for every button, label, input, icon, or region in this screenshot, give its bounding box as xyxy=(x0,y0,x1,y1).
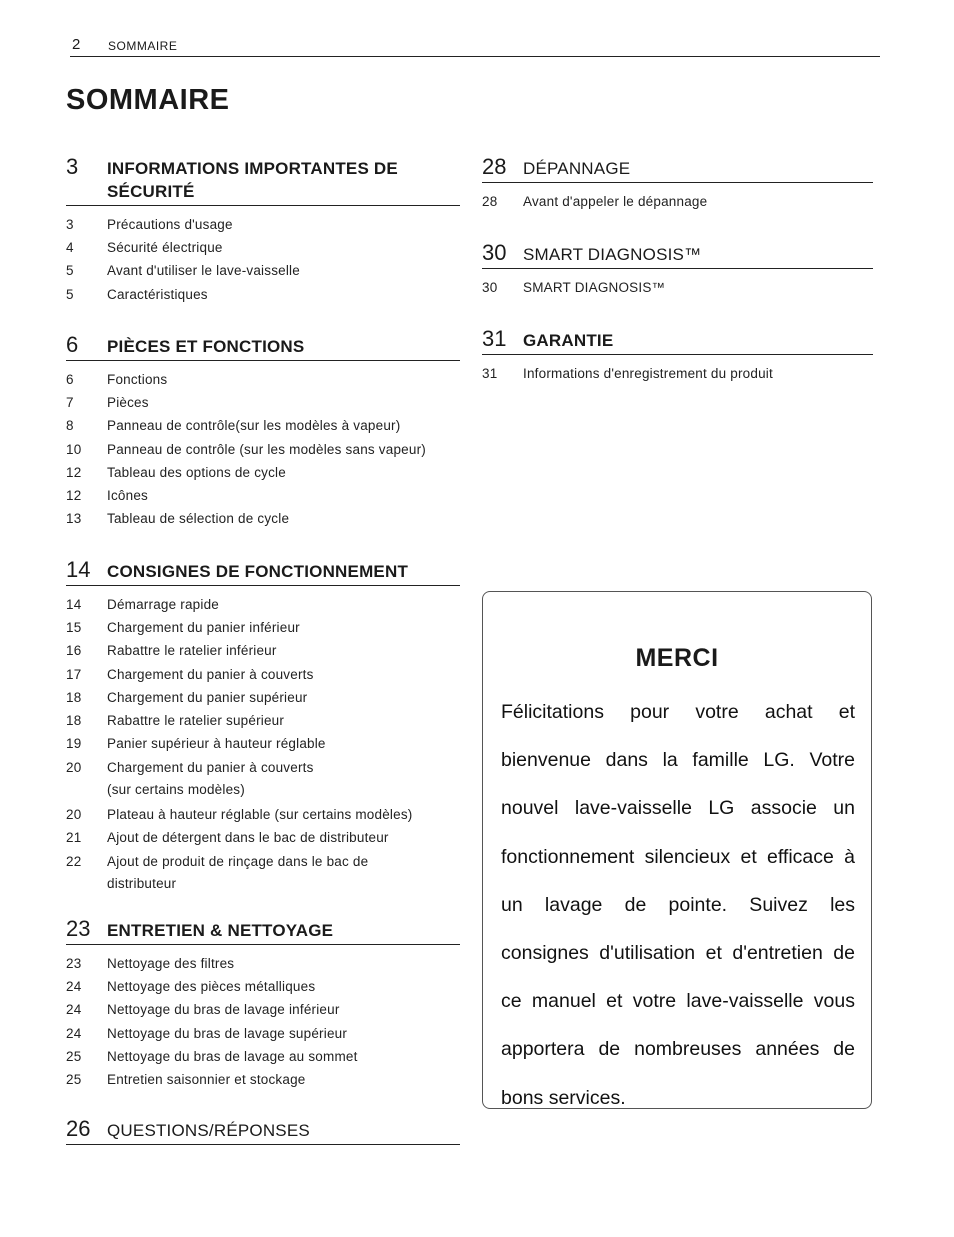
toc-entry-label: Nettoyage du bras de lavage au sommet xyxy=(107,1048,358,1064)
toc-entry-page: 22 xyxy=(66,853,82,869)
section-page-number: 30 xyxy=(482,240,507,265)
toc-entry-label: Panneau de contrôle(sur les modèles à vapeur) xyxy=(107,418,401,434)
section-page-number: 26 xyxy=(66,1116,91,1141)
toc-entry[interactable] xyxy=(66,261,460,281)
toc-entry-page: 3 xyxy=(66,217,74,232)
toc-entry[interactable] xyxy=(66,805,460,825)
section-page-number: 6 xyxy=(66,332,79,357)
toc-entry-label: Nettoyage des pièces métalliques xyxy=(107,979,316,995)
toc-items xyxy=(482,192,873,212)
thank-you-box xyxy=(482,591,872,1109)
toc-entry-page: 4 xyxy=(66,240,74,256)
toc-entry-label: Entretien saisonnier et stockage xyxy=(107,1071,306,1087)
section-title: INFORMATIONS IMPORTANTES DE SÉCURITÉ xyxy=(107,159,398,201)
toc-entry[interactable] xyxy=(66,1024,460,1044)
toc-entry-page: 24 xyxy=(66,979,82,995)
toc-entry-page: 12 xyxy=(66,487,82,503)
toc-entry-label: Tableau de sélection de cycle xyxy=(107,511,290,527)
toc-entry[interactable] xyxy=(66,757,460,801)
toc-entry-page: 28 xyxy=(482,194,498,209)
toc-entry-label: Panneau de contrôle (sur les modèles sans vapeur) xyxy=(107,441,426,457)
toc-entry-label: Ajout de produit de rinçage dans le bac de xyxy=(107,853,369,869)
section-heading[interactable] xyxy=(482,326,873,355)
toc-section-maintenance xyxy=(66,916,460,1093)
toc-entry[interactable] xyxy=(66,238,460,258)
toc-entry-page: 10 xyxy=(66,441,82,457)
section-title: QUESTIONS/RÉPONSES xyxy=(107,1121,310,1140)
page-header xyxy=(70,36,880,57)
toc-entry[interactable] xyxy=(66,440,460,460)
toc-items xyxy=(66,215,460,305)
section-heading[interactable] xyxy=(66,1116,460,1145)
toc-entry[interactable] xyxy=(482,192,873,212)
toc-entry-label: Nettoyage du bras de lavage inférieur xyxy=(107,1002,340,1018)
toc-entry-page: 18 xyxy=(66,712,82,728)
toc-section-faq xyxy=(66,1116,460,1145)
toc-entry[interactable] xyxy=(66,463,460,483)
toc-entry-page: 12 xyxy=(66,464,82,480)
toc-entry[interactable] xyxy=(66,215,460,235)
toc-entry[interactable] xyxy=(66,595,460,615)
toc-entry[interactable] xyxy=(66,370,460,390)
thank-you-text: Félicitations pour votre achat et bienvenue dans la famille LG. Votre nouvel lave-vaisselle LG associe un fonctionnement silencieux et efficace à un lavage de pointe. Suivez les consignes d'utilisation et d'entretien de ce manuel et votre lave-vaisselle vous apportera de nombreuses années de bons services. xyxy=(501,701,855,1109)
toc-items xyxy=(66,370,460,529)
toc-entry[interactable] xyxy=(66,416,460,436)
toc-entry-page: 31 xyxy=(482,366,498,381)
toc-entry[interactable] xyxy=(66,486,460,506)
toc-entry-label: Précautions d'usage xyxy=(107,217,233,232)
toc-entry-page: 6 xyxy=(66,372,74,387)
toc-entry-page: 5 xyxy=(66,263,74,279)
toc-entry-page: 24 xyxy=(66,1025,82,1041)
toc-entry[interactable] xyxy=(66,618,460,638)
toc-entry[interactable] xyxy=(66,509,460,529)
toc-entry-label: Plateau à hauteur réglable (sur certains modèles) xyxy=(107,806,413,822)
toc-items xyxy=(66,595,460,895)
section-page-number: 28 xyxy=(482,154,507,179)
toc-entry-label: Avant d'utiliser le lave-vaisselle xyxy=(107,263,300,279)
toc-entry-page: 19 xyxy=(66,736,82,752)
toc-entry[interactable] xyxy=(66,1000,460,1020)
section-heading[interactable] xyxy=(66,332,460,361)
toc-entry-page: 24 xyxy=(66,1002,82,1018)
toc-entry-label: Chargement du panier supérieur xyxy=(107,689,308,705)
toc-entry-page: 8 xyxy=(66,418,74,434)
toc-entry-page: 17 xyxy=(66,666,82,682)
section-page-number: 23 xyxy=(66,916,91,941)
toc-section-parts xyxy=(66,332,460,532)
section-heading[interactable] xyxy=(66,557,460,586)
toc-entry[interactable] xyxy=(66,393,460,413)
toc-entry-page: 14 xyxy=(66,597,82,612)
section-page-number: 3 xyxy=(66,154,79,179)
toc-entry-label-continued: (sur certains modèles) xyxy=(107,782,245,798)
toc-entry-label: Tableau des options de cycle xyxy=(107,464,286,480)
toc-entry-label: Icônes xyxy=(107,487,148,503)
page-number: 2 xyxy=(72,36,81,53)
toc-entry-label-continued: distributeur xyxy=(107,875,177,891)
toc-entry[interactable] xyxy=(66,688,460,708)
section-page-number: 14 xyxy=(66,557,91,582)
toc-section-operation xyxy=(66,557,460,898)
toc-entry[interactable] xyxy=(66,977,460,997)
toc-entry-label: SMART DIAGNOSIS™ xyxy=(523,280,666,295)
toc-entry-page: 15 xyxy=(66,620,82,636)
toc-entry[interactable] xyxy=(66,851,460,895)
toc-entry-label: Rabattre le ratelier supérieur xyxy=(107,712,285,728)
toc-entry[interactable] xyxy=(482,278,873,298)
toc-entry-label: Caractéristiques xyxy=(107,286,208,302)
toc-entry[interactable] xyxy=(66,734,460,754)
toc-items xyxy=(482,364,873,384)
toc-entry-label: Chargement du panier inférieur xyxy=(107,620,300,636)
toc-entry-page: 5 xyxy=(66,286,74,302)
toc-entry-label: Fonctions xyxy=(107,372,168,387)
toc-entry-label: Panier supérieur à hauteur réglable xyxy=(107,736,326,752)
toc-entry[interactable] xyxy=(66,285,460,305)
toc-entry-label: Nettoyage du bras de lavage supérieur xyxy=(107,1025,348,1041)
toc-section-warranty xyxy=(482,326,873,387)
toc-entry-label: Ajout de détergent dans le bac de distributeur xyxy=(107,829,389,845)
section-title: DÉPANNAGE xyxy=(523,159,631,178)
toc-entry-page: 30 xyxy=(482,280,498,295)
section-title: PIÈCES ET FONCTIONS xyxy=(107,337,305,356)
toc-entry-page: 25 xyxy=(66,1071,82,1087)
section-heading[interactable] xyxy=(66,916,460,945)
toc-entry-label: Rabattre le ratelier inférieur xyxy=(107,643,277,659)
thank-you-title: MERCI xyxy=(635,644,719,672)
toc-items xyxy=(482,278,873,298)
toc-entry-page: 25 xyxy=(66,1048,82,1064)
toc-entry-label: Démarrage rapide xyxy=(107,597,220,612)
toc-entry-page: 13 xyxy=(66,511,82,527)
toc-entry-label: Chargement du panier à couverts xyxy=(107,760,314,776)
toc-entry-label: Sécurité électrique xyxy=(107,240,223,256)
section-title: ENTRETIEN & NETTOYAGE xyxy=(107,921,334,940)
toc-entry-label: Pièces xyxy=(107,395,149,411)
toc-entry[interactable] xyxy=(66,711,460,731)
toc-entry[interactable] xyxy=(66,828,460,848)
toc-section-safety xyxy=(66,154,460,308)
section-page-number: 31 xyxy=(482,326,507,351)
header-label: SOMMAIRE xyxy=(108,39,178,53)
toc-entry[interactable] xyxy=(66,665,460,685)
section-title: CONSIGNES DE FONCTIONNEMENT xyxy=(107,562,409,581)
section-heading[interactable] xyxy=(482,154,873,183)
toc-entry-page: 20 xyxy=(66,806,82,822)
toc-entry[interactable] xyxy=(66,954,460,974)
page-title: SOMMAIRE xyxy=(66,84,230,116)
section-title: GARANTIE xyxy=(523,331,614,350)
toc-entry-page: 18 xyxy=(66,689,82,705)
toc-entry-page: 21 xyxy=(66,829,82,845)
section-heading[interactable] xyxy=(482,240,873,269)
toc-entry-label: Nettoyage des filtres xyxy=(107,956,235,971)
toc-entry[interactable] xyxy=(66,1047,460,1067)
toc-entry-page: 7 xyxy=(66,395,74,411)
toc-entry-label: Avant d'appeler le dépannage xyxy=(523,194,708,209)
section-heading[interactable] xyxy=(66,154,460,206)
toc-entry-label: Chargement du panier à couverts xyxy=(107,666,314,682)
toc-entry[interactable] xyxy=(66,1070,460,1090)
toc-entry[interactable] xyxy=(482,364,873,384)
toc-entry-page: 20 xyxy=(66,760,82,776)
toc-entry-page: 16 xyxy=(66,643,82,659)
toc-entry-page: 23 xyxy=(66,956,82,971)
section-title: SMART DIAGNOSIS™ xyxy=(523,245,702,264)
toc-entry-label: Informations d'enregistrement du produit xyxy=(523,366,773,381)
toc-entry[interactable] xyxy=(66,641,460,661)
toc-section-troubleshooting xyxy=(482,154,873,215)
toc-section-smart-diagnosis xyxy=(482,240,873,301)
toc-items xyxy=(66,954,460,1090)
